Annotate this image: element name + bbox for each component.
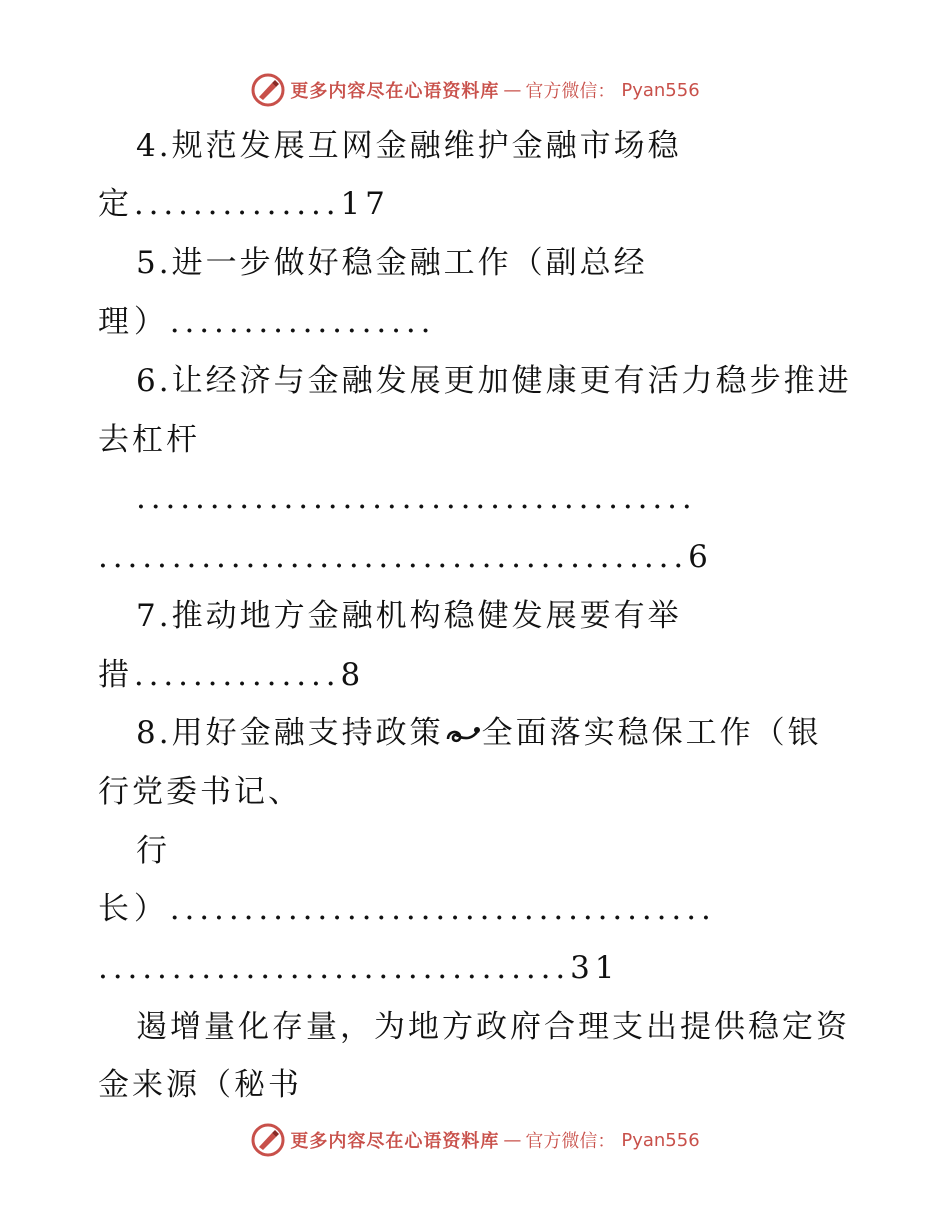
toc-entry-9: 遏增量化存量，为地方政府合理支出提供稳定资 — [136, 1009, 850, 1045]
pen-logo-icon — [250, 1122, 286, 1158]
toc-entry-8-leader-2: ................................31 — [98, 950, 620, 986]
watermark-id: Pyan556 — [621, 1129, 700, 1151]
watermark-text: 更多内容尽在心语资料库 — [290, 1131, 500, 1152]
toc-entry-4: 4.规范发展互网金融维护金融市场稳 — [136, 128, 682, 164]
toc-entry-8-leader-1: 长）..................................... — [98, 891, 716, 927]
toc-entry-6-continued: 去杠杆 — [98, 422, 200, 458]
toc-entry-5: 5.进一步做好稳金融工作（副总经 — [136, 245, 648, 281]
watermark-label: 官方微信： — [525, 1131, 616, 1152]
toc-entry-6-leader-1: ...................................... — [136, 480, 697, 516]
toc-entry-8-continued: 行党委书记、 — [98, 774, 302, 810]
watermark-separator: — — [503, 1129, 522, 1151]
toc-entry-8-continued-2: 行 — [136, 833, 170, 869]
toc-entry-7-leader: 措..............8 — [98, 657, 366, 693]
toc-entry-7: 7.推动地方金融机构稳健发展要有举 — [136, 598, 682, 634]
toc-entry-8-part-2: 全面落实稳保工作（银 — [481, 715, 822, 751]
toc-entry-4-leader: 定..............17 — [98, 186, 390, 222]
watermark-text: 更多内容尽在心语资料库 — [290, 81, 500, 102]
toc-entry-8 — [136, 713, 822, 753]
toc-entry-8-part-1: 8.用好金融支持政策 — [136, 715, 444, 751]
watermark-header — [0, 70, 950, 110]
watermark-separator: — — [503, 79, 522, 101]
pen-logo-icon — [250, 72, 286, 108]
toc-entry-6-leader-2: ........................................6 — [98, 539, 713, 575]
watermark-id: Pyan556 — [621, 79, 700, 101]
toc-entry-9-continued: 金来源（秘书 — [98, 1067, 302, 1103]
toc-entry-6: 6.让经济与金融发展更加健康更有活力稳步推进 — [136, 363, 852, 399]
watermark-label: 官方微信： — [525, 81, 616, 102]
swirl-ornament-icon — [444, 722, 482, 748]
watermark-footer — [0, 1120, 950, 1160]
toc-entry-5-leader: 理）.................. — [98, 304, 436, 340]
